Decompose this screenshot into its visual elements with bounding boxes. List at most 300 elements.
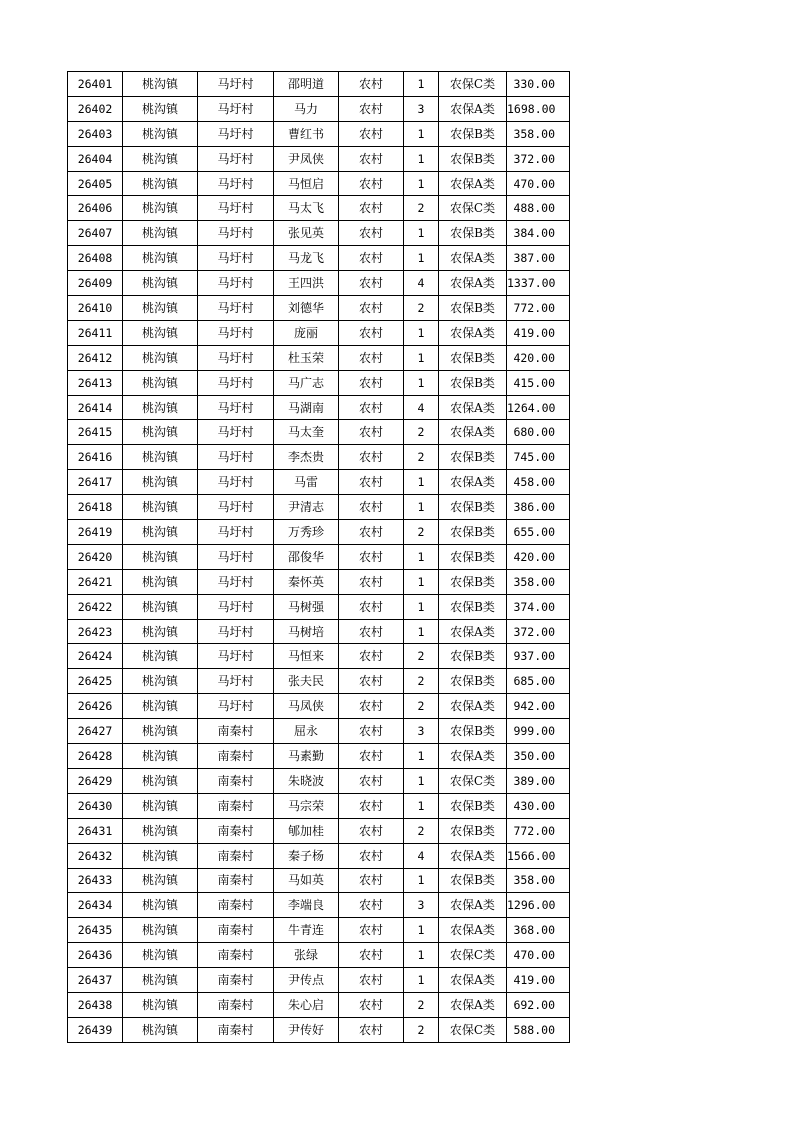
amount-cell: 387.00 [507,246,570,271]
amount-cell: 368.00 [507,918,570,943]
household-count-cell: 1 [404,320,439,345]
name-cell: 马素勤 [274,744,339,769]
household-count-cell: 2 [404,644,439,669]
household-count-cell: 2 [404,694,439,719]
household-count-cell: 1 [404,619,439,644]
village-cell: 马圩村 [198,445,274,470]
area-type-cell: 农村 [339,544,404,569]
table-row [68,768,570,793]
name-cell: 朱心启 [274,992,339,1017]
household-count-cell: 1 [404,868,439,893]
town-cell: 桃沟镇 [123,719,198,744]
town-cell: 桃沟镇 [123,121,198,146]
category-cell: 农保C类 [439,196,507,221]
name-cell: 马凤侠 [274,694,339,719]
household-count-cell: 1 [404,544,439,569]
serial-cell: 26427 [68,719,123,744]
name-cell: 马如英 [274,868,339,893]
household-count-cell: 1 [404,370,439,395]
area-type-cell: 农村 [339,968,404,993]
town-cell: 桃沟镇 [123,520,198,545]
category-cell: 农保C类 [439,768,507,793]
table-row [68,370,570,395]
category-cell: 农保C类 [439,943,507,968]
area-type-cell: 农村 [339,520,404,545]
village-cell: 马圩村 [198,72,274,97]
serial-cell: 26423 [68,619,123,644]
area-type-cell: 农村 [339,868,404,893]
name-cell: 邵俊华 [274,544,339,569]
name-cell: 朱晓波 [274,768,339,793]
town-cell: 桃沟镇 [123,669,198,694]
table-row [68,271,570,296]
area-type-cell: 农村 [339,918,404,943]
household-count-cell: 2 [404,669,439,694]
serial-cell: 26424 [68,644,123,669]
household-count-cell: 3 [404,893,439,918]
area-type-cell: 农村 [339,72,404,97]
area-type-cell: 农村 [339,768,404,793]
town-cell: 桃沟镇 [123,96,198,121]
name-cell: 马太奎 [274,420,339,445]
town-cell: 桃沟镇 [123,544,198,569]
serial-cell: 26437 [68,968,123,993]
area-type-cell: 农村 [339,943,404,968]
village-cell: 马圩村 [198,96,274,121]
amount-cell: 372.00 [507,619,570,644]
name-cell: 马龙飞 [274,246,339,271]
area-type-cell: 农村 [339,793,404,818]
table-row [68,719,570,744]
village-cell: 马圩村 [198,196,274,221]
table-row [68,171,570,196]
serial-cell: 26403 [68,121,123,146]
category-cell: 农保A类 [439,320,507,345]
name-cell: 马力 [274,96,339,121]
name-cell: 秦子杨 [274,843,339,868]
village-cell: 马圩村 [198,520,274,545]
area-type-cell: 农村 [339,395,404,420]
name-cell: 李杰贵 [274,445,339,470]
amount-cell: 470.00 [507,943,570,968]
amount-cell: 1296.00 [507,893,570,918]
household-count-cell: 1 [404,569,439,594]
household-count-cell: 1 [404,72,439,97]
amount-cell: 1264.00 [507,395,570,420]
village-cell: 马圩村 [198,544,274,569]
area-type-cell: 农村 [339,744,404,769]
household-count-cell: 4 [404,271,439,296]
village-cell: 马圩村 [198,171,274,196]
area-type-cell: 农村 [339,370,404,395]
amount-cell: 419.00 [507,320,570,345]
household-count-cell: 2 [404,992,439,1017]
serial-cell: 26404 [68,146,123,171]
category-cell: 农保B类 [439,146,507,171]
name-cell: 马恒来 [274,644,339,669]
area-type-cell: 农村 [339,893,404,918]
household-count-cell: 1 [404,594,439,619]
village-cell: 南秦村 [198,1017,274,1042]
name-cell: 刘德华 [274,296,339,321]
category-cell: 农保B类 [439,569,507,594]
category-cell: 农保B类 [439,370,507,395]
table-row [68,843,570,868]
category-cell: 农保A类 [439,171,507,196]
town-cell: 桃沟镇 [123,196,198,221]
table-row [68,619,570,644]
village-cell: 马圩村 [198,694,274,719]
serial-cell: 26439 [68,1017,123,1042]
area-type-cell: 农村 [339,843,404,868]
serial-cell: 26422 [68,594,123,619]
village-cell: 马圩村 [198,420,274,445]
category-cell: 农保B类 [439,818,507,843]
serial-cell: 26438 [68,992,123,1017]
serial-cell: 26416 [68,445,123,470]
name-cell: 李端良 [274,893,339,918]
category-cell: 农保A类 [439,619,507,644]
name-cell: 马太飞 [274,196,339,221]
name-cell: 马恒启 [274,171,339,196]
town-cell: 桃沟镇 [123,918,198,943]
table-row [68,445,570,470]
village-cell: 马圩村 [198,470,274,495]
town-cell: 桃沟镇 [123,345,198,370]
serial-cell: 26406 [68,196,123,221]
serial-cell: 26411 [68,320,123,345]
table-row [68,146,570,171]
table-row [68,793,570,818]
village-cell: 马圩村 [198,644,274,669]
town-cell: 桃沟镇 [123,320,198,345]
serial-cell: 26435 [68,918,123,943]
household-count-cell: 3 [404,96,439,121]
amount-cell: 772.00 [507,296,570,321]
area-type-cell: 农村 [339,345,404,370]
table-row [68,96,570,121]
village-cell: 马圩村 [198,246,274,271]
amount-cell: 389.00 [507,768,570,793]
household-count-cell: 1 [404,121,439,146]
table-row [68,544,570,569]
area-type-cell: 农村 [339,495,404,520]
household-count-cell: 3 [404,719,439,744]
village-cell: 南秦村 [198,893,274,918]
serial-cell: 26418 [68,495,123,520]
category-cell: 农保A类 [439,893,507,918]
town-cell: 桃沟镇 [123,569,198,594]
village-cell: 南秦村 [198,719,274,744]
area-type-cell: 农村 [339,221,404,246]
town-cell: 桃沟镇 [123,744,198,769]
amount-cell: 430.00 [507,793,570,818]
amount-cell: 745.00 [507,445,570,470]
serial-cell: 26426 [68,694,123,719]
amount-cell: 1566.00 [507,843,570,868]
category-cell: 农保A类 [439,694,507,719]
name-cell: 秦怀英 [274,569,339,594]
category-cell: 农保B类 [439,345,507,370]
records-table [67,71,570,1043]
serial-cell: 26420 [68,544,123,569]
household-count-cell: 2 [404,445,439,470]
name-cell: 马树培 [274,619,339,644]
name-cell: 曹红书 [274,121,339,146]
amount-cell: 680.00 [507,420,570,445]
household-count-cell: 2 [404,818,439,843]
table-row [68,868,570,893]
town-cell: 桃沟镇 [123,843,198,868]
name-cell: 马宗荣 [274,793,339,818]
serial-cell: 26419 [68,520,123,545]
household-count-cell: 2 [404,520,439,545]
table-row [68,470,570,495]
serial-cell: 26413 [68,370,123,395]
amount-cell: 358.00 [507,121,570,146]
amount-cell: 655.00 [507,520,570,545]
area-type-cell: 农村 [339,171,404,196]
village-cell: 马圩村 [198,345,274,370]
town-cell: 桃沟镇 [123,470,198,495]
table-row [68,943,570,968]
village-cell: 南秦村 [198,768,274,793]
household-count-cell: 2 [404,1017,439,1042]
table-row [68,694,570,719]
village-cell: 南秦村 [198,968,274,993]
serial-cell: 26410 [68,296,123,321]
town-cell: 桃沟镇 [123,171,198,196]
category-cell: 农保B类 [439,793,507,818]
table-row [68,644,570,669]
village-cell: 马圩村 [198,370,274,395]
town-cell: 桃沟镇 [123,271,198,296]
area-type-cell: 农村 [339,719,404,744]
table-row [68,669,570,694]
name-cell: 张绿 [274,943,339,968]
name-cell: 王四洪 [274,271,339,296]
household-count-cell: 2 [404,420,439,445]
town-cell: 桃沟镇 [123,495,198,520]
table-row [68,221,570,246]
serial-cell: 26436 [68,943,123,968]
table-row [68,744,570,769]
name-cell: 邵明道 [274,72,339,97]
table-row [68,196,570,221]
village-cell: 马圩村 [198,121,274,146]
serial-cell: 26401 [68,72,123,97]
household-count-cell: 1 [404,918,439,943]
amount-cell: 358.00 [507,569,570,594]
village-cell: 马圩村 [198,669,274,694]
household-count-cell: 1 [404,744,439,769]
town-cell: 桃沟镇 [123,395,198,420]
serial-cell: 26408 [68,246,123,271]
serial-cell: 26430 [68,793,123,818]
area-type-cell: 农村 [339,644,404,669]
village-cell: 马圩村 [198,619,274,644]
category-cell: 农保B类 [439,719,507,744]
household-count-cell: 1 [404,246,439,271]
amount-cell: 588.00 [507,1017,570,1042]
category-cell: 农保A类 [439,246,507,271]
category-cell: 农保B类 [439,445,507,470]
town-cell: 桃沟镇 [123,221,198,246]
serial-cell: 26415 [68,420,123,445]
area-type-cell: 农村 [339,146,404,171]
category-cell: 农保C类 [439,72,507,97]
area-type-cell: 农村 [339,569,404,594]
serial-cell: 26405 [68,171,123,196]
serial-cell: 26421 [68,569,123,594]
category-cell: 农保B类 [439,669,507,694]
table-row [68,395,570,420]
category-cell: 农保A类 [439,968,507,993]
village-cell: 马圩村 [198,594,274,619]
village-cell: 南秦村 [198,868,274,893]
amount-cell: 419.00 [507,968,570,993]
town-cell: 桃沟镇 [123,420,198,445]
area-type-cell: 农村 [339,196,404,221]
area-type-cell: 农村 [339,818,404,843]
town-cell: 桃沟镇 [123,370,198,395]
name-cell: 张夫民 [274,669,339,694]
town-cell: 桃沟镇 [123,793,198,818]
table-row [68,246,570,271]
household-count-cell: 1 [404,171,439,196]
table-row [68,345,570,370]
category-cell: 农保C类 [439,1017,507,1042]
amount-cell: 999.00 [507,719,570,744]
household-count-cell: 2 [404,196,439,221]
serial-cell: 26425 [68,669,123,694]
name-cell: 庞丽 [274,320,339,345]
category-cell: 农保A类 [439,96,507,121]
table-row [68,918,570,943]
household-count-cell: 1 [404,968,439,993]
amount-cell: 692.00 [507,992,570,1017]
name-cell: 杜玉荣 [274,345,339,370]
category-cell: 农保B类 [439,495,507,520]
amount-cell: 386.00 [507,495,570,520]
village-cell: 马圩村 [198,146,274,171]
table-body [68,72,570,1043]
serial-cell: 26407 [68,221,123,246]
area-type-cell: 农村 [339,619,404,644]
village-cell: 南秦村 [198,918,274,943]
serial-cell: 26414 [68,395,123,420]
household-count-cell: 4 [404,843,439,868]
table-row [68,320,570,345]
village-cell: 南秦村 [198,744,274,769]
table-row [68,520,570,545]
name-cell: 马雷 [274,470,339,495]
category-cell: 农保B类 [439,644,507,669]
town-cell: 桃沟镇 [123,296,198,321]
amount-cell: 384.00 [507,221,570,246]
name-cell: 马树强 [274,594,339,619]
area-type-cell: 农村 [339,271,404,296]
amount-cell: 685.00 [507,669,570,694]
village-cell: 马圩村 [198,271,274,296]
area-type-cell: 农村 [339,1017,404,1042]
serial-cell: 26412 [68,345,123,370]
name-cell: 尹清志 [274,495,339,520]
table-row [68,569,570,594]
table-row [68,72,570,97]
category-cell: 农保A类 [439,420,507,445]
name-cell: 尹凤侠 [274,146,339,171]
household-count-cell: 1 [404,793,439,818]
name-cell: 尹传点 [274,968,339,993]
category-cell: 农保A类 [439,992,507,1017]
serial-cell: 26428 [68,744,123,769]
household-count-cell: 2 [404,296,439,321]
town-cell: 桃沟镇 [123,1017,198,1042]
area-type-cell: 农村 [339,694,404,719]
amount-cell: 937.00 [507,644,570,669]
area-type-cell: 农村 [339,320,404,345]
serial-cell: 26431 [68,818,123,843]
category-cell: 农保A类 [439,271,507,296]
town-cell: 桃沟镇 [123,619,198,644]
village-cell: 马圩村 [198,395,274,420]
name-cell: 尹传好 [274,1017,339,1042]
category-cell: 农保B类 [439,121,507,146]
category-cell: 农保B类 [439,544,507,569]
town-cell: 桃沟镇 [123,943,198,968]
household-count-cell: 1 [404,943,439,968]
town-cell: 桃沟镇 [123,644,198,669]
amount-cell: 458.00 [507,470,570,495]
category-cell: 农保A类 [439,470,507,495]
area-type-cell: 农村 [339,992,404,1017]
category-cell: 农保B类 [439,221,507,246]
table-row [68,893,570,918]
name-cell: 郇加桂 [274,818,339,843]
name-cell: 屈永 [274,719,339,744]
amount-cell: 374.00 [507,594,570,619]
table-row [68,495,570,520]
category-cell: 农保A类 [439,395,507,420]
village-cell: 南秦村 [198,818,274,843]
amount-cell: 358.00 [507,868,570,893]
town-cell: 桃沟镇 [123,445,198,470]
area-type-cell: 农村 [339,96,404,121]
serial-cell: 26402 [68,96,123,121]
town-cell: 桃沟镇 [123,893,198,918]
village-cell: 南秦村 [198,793,274,818]
household-count-cell: 1 [404,495,439,520]
area-type-cell: 农村 [339,669,404,694]
village-cell: 马圩村 [198,495,274,520]
table-row [68,968,570,993]
area-type-cell: 农村 [339,445,404,470]
village-cell: 南秦村 [198,943,274,968]
name-cell: 万秀珍 [274,520,339,545]
table-row [68,594,570,619]
name-cell: 牛青连 [274,918,339,943]
town-cell: 桃沟镇 [123,146,198,171]
town-cell: 桃沟镇 [123,594,198,619]
town-cell: 桃沟镇 [123,968,198,993]
town-cell: 桃沟镇 [123,246,198,271]
serial-cell: 26417 [68,470,123,495]
village-cell: 马圩村 [198,296,274,321]
area-type-cell: 农村 [339,470,404,495]
town-cell: 桃沟镇 [123,694,198,719]
town-cell: 桃沟镇 [123,768,198,793]
